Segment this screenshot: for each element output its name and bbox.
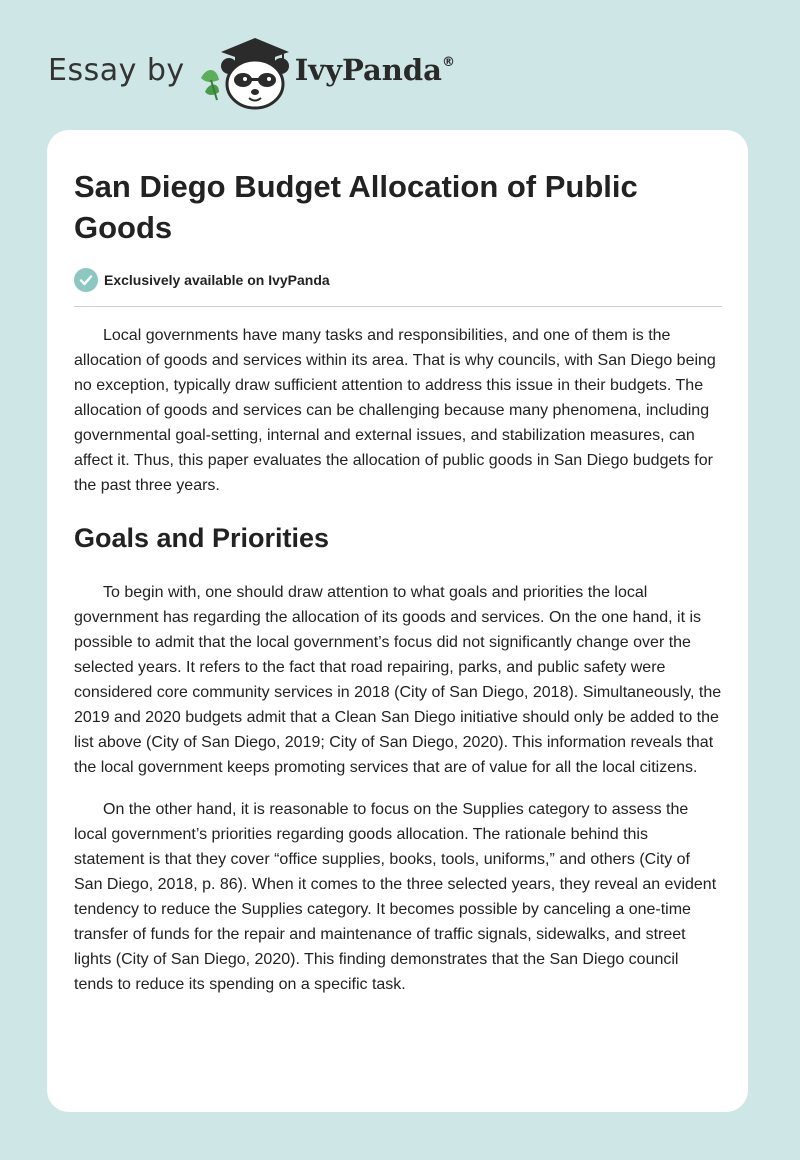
check-icon — [74, 268, 98, 292]
exclusive-badge — [74, 268, 722, 307]
registered-mark: ® — [441, 55, 455, 70]
essay-card — [47, 130, 748, 1112]
site-header — [48, 30, 455, 110]
intro-paragraph: Local governments have many tasks and responsibilities, and one of them is the allocation of goods and services within its area. That is why councils, with San Diego being no exception, typically draw sufficient attention to address this issue in their budgets. The allocation of goods and services can be challenging because many phenomena, including governmental goal-setting, internal and external issues, and stabilization measures, can affect it. Thus, this paper evaluates the allocation of public goods in San Diego budgets for the past three years. — [74, 327, 716, 494]
essay-by-label: Essay by — [48, 52, 185, 88]
brand-name-text: IvyPanda — [294, 53, 442, 87]
section-heading: Goals and Priorities — [74, 523, 330, 553]
ivypanda-brand[interactable] — [295, 53, 455, 87]
panda-logo-icon[interactable] — [197, 30, 293, 110]
body-paragraph: To begin with, one should draw attention to what goals and priorities the local government has regarding the allocation of its goods and services. On the one hand, it is possible to admit that the local government’s focus did not significantly change over the selected years. It refers to the fact that road repairing, parks, and public safety were considered core community services in 2018 (City of San Diego, 2018). Simultaneously, the 2019 and 2020 budgets admit that a Clean San Diego initiative should only be added to the list above (City of San Diego, 2019; City of San Diego, 2020). This information reveals that the local government keeps promoting services that are of value for all the local citizens. — [74, 584, 722, 776]
body-paragraph: On the other hand, it is reasonable to focus on the Supplies category to assess the local government’s priorities regarding goods allocation. The rationale behind this statement is that they cover “office supplies, books, tools, uniforms,” and others (City of San Diego, 2018, p. 86). When it comes to the three selected years, they reveal an evident tendency to reduce the Supplies category. It becomes possible by canceling a one-time transfer of funds for the repair and maintenance of traffic signals, sidewalks, and street lights (City of San Diego, 2020). This finding demonstrates that the San Diego council tends to reduce its spending on a specific task. — [74, 801, 717, 993]
page-title: San Diego Budget Allocation of Public Goods — [74, 169, 638, 245]
exclusive-badge-label: Exclusively available on IvyPanda — [104, 272, 330, 288]
